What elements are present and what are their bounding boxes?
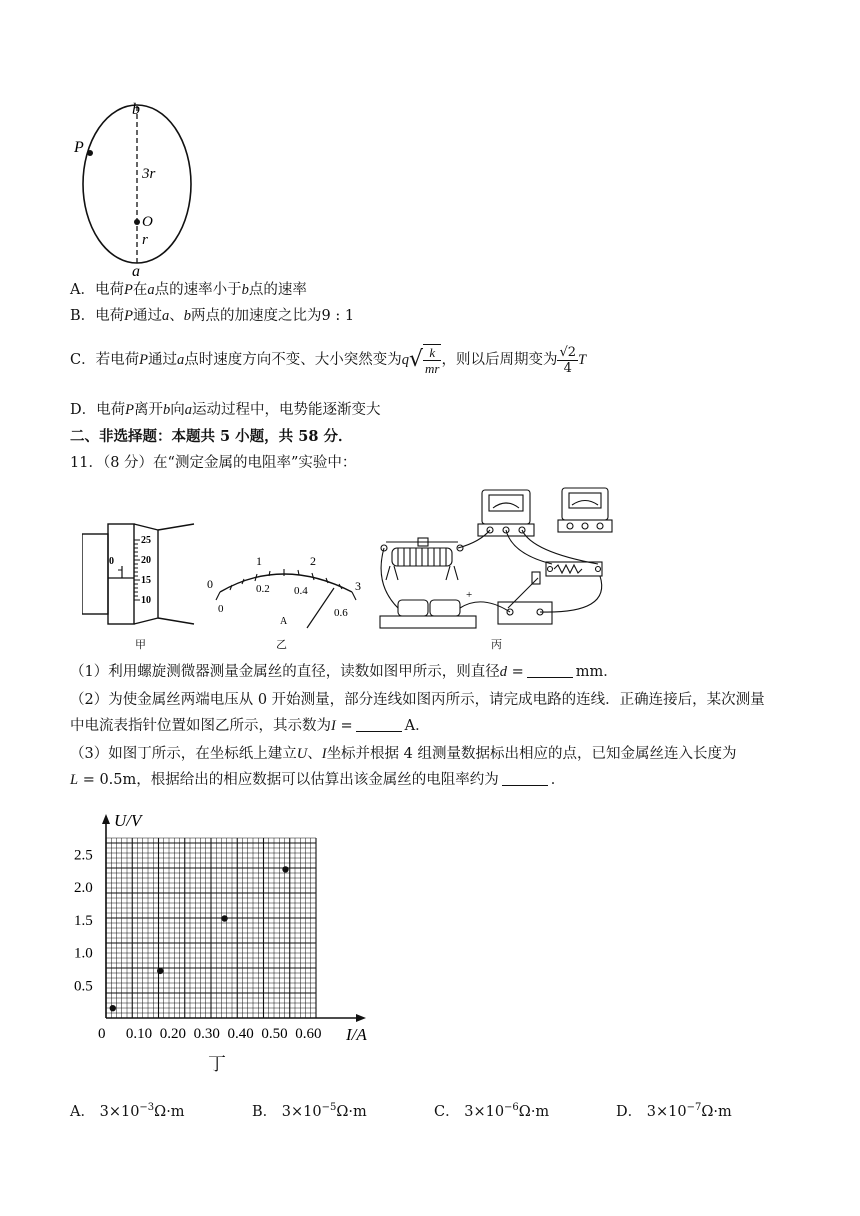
- y-tick-label: 1.5: [74, 912, 93, 929]
- ammeter-top-3: 3: [355, 579, 361, 593]
- point-o-dot: [134, 219, 140, 225]
- answer-blank-rho[interactable]: [502, 771, 548, 786]
- ammeter-bottom-0: 0: [218, 603, 224, 615]
- ammeter-top-0: 0: [207, 577, 213, 591]
- x-tick-label: 0.30: [193, 1026, 220, 1042]
- ammeter-bottom-06: 0.6: [334, 607, 348, 619]
- caption-yi: 乙: [276, 638, 287, 651]
- q10-option-d: D．电荷P离开b向a运动过程中，电势能逐渐变大: [70, 402, 381, 418]
- micrometer-tick-20: 20: [141, 555, 151, 566]
- data-point: [282, 866, 288, 872]
- x-tick-label: 0.50: [261, 1026, 288, 1042]
- label-o: O: [142, 214, 153, 230]
- q11-part1: （1）利用螺旋测微器测量金属丝的直径，读数如图甲所示，则直径d = mm．: [70, 664, 618, 680]
- y-tick-label: 2.0: [74, 880, 93, 897]
- micrometer-tick-25: 25: [141, 535, 151, 546]
- battery-plus-sign: +: [466, 589, 473, 601]
- x-tick-label: 0: [98, 1026, 106, 1042]
- chart-labels: [74, 811, 367, 1044]
- y-tick-label: 2.5: [74, 847, 93, 864]
- micrometer-figure: [82, 520, 198, 632]
- x-tick-label: 0.10: [125, 1026, 153, 1042]
- q11-option-c[interactable]: C． $3\times 10^{-6}\Omega\cdot m$: [434, 1102, 550, 1120]
- q11-part2-line2: 中电流表指针位置如图乙所示，其示数为I = A．: [70, 718, 430, 734]
- data-point: [221, 915, 227, 921]
- micrometer-main-zero: 0: [109, 556, 114, 567]
- micrometer-tick-15: 15: [141, 575, 151, 586]
- label-r: r: [142, 232, 148, 248]
- micrometer-tick-10: 10: [141, 595, 151, 606]
- ammeter-top-2: 2: [310, 554, 316, 568]
- q10-option-c: C．若电荷P通过a点时速度方向不变、大小突然变为q√ $\frac{k}{mr}$ ，则以后周期变为 $\frac{√2}{4}$ T: [70, 344, 587, 376]
- label-3r: 3r: [142, 166, 156, 182]
- x-tick-label: 0.40: [227, 1026, 254, 1042]
- q11-option-d[interactable]: D． $3\times 10^{-7}\Omega\cdot m$: [616, 1102, 732, 1120]
- q11-option-b[interactable]: B． $3\times 10^{-5}\Omega\cdot m$: [252, 1102, 367, 1120]
- u-i-scatter-chart: [70, 804, 380, 1054]
- x-axis-label: I/A: [346, 1025, 367, 1044]
- q11-part2-line1: （2）为使金属丝两端电压从 0 开始测量，部分连线如图丙所示，请完成电路的连线．正确连接后，某次测量: [70, 692, 765, 708]
- q11-part3-line1: （3）如图丁所示，在坐标纸上建立U、I坐标并根据 4 组测量数据标出相应的点，已知金属丝连入长度为: [70, 746, 737, 762]
- answer-blank-d[interactable]: [527, 663, 573, 678]
- ammeter-bottom-02: 0.2: [256, 583, 270, 595]
- q10-option-b: B．电荷P通过a、b两点的加速度之比为9 : 1: [70, 308, 355, 324]
- label-b: b: [132, 101, 140, 118]
- data-point: [157, 968, 163, 974]
- ammeter-unit: A: [280, 616, 288, 627]
- y-axis-label: U/V: [114, 811, 142, 830]
- ellipse-orbit-figure: [70, 98, 210, 278]
- ammeter-top-1: 1: [256, 554, 262, 568]
- chart-grid: [106, 838, 316, 1018]
- x-tick-label: 0.60: [295, 1026, 322, 1042]
- y-tick-label: 1.0: [74, 945, 93, 962]
- q11-stem: 11．（8 分）在“测定金属的电阻率”实验中：: [70, 455, 357, 471]
- y-axis-arrow: [102, 814, 110, 824]
- q11-part3-line2: L = 0.5m，根据给出的相应数据可以估算出该金属丝的电阻率约为 ．: [70, 772, 566, 788]
- ammeter-needle: [307, 588, 334, 628]
- q10-option-a: A．电荷P在a点的速率小于b点的速率: [70, 282, 307, 298]
- data-point: [110, 1005, 116, 1011]
- orbit-ellipse: [83, 105, 191, 263]
- label-p: P: [74, 139, 84, 156]
- x-tick-label: 0.20: [159, 1026, 186, 1042]
- caption-bing: 丙: [491, 638, 502, 651]
- point-p-dot: [87, 150, 93, 156]
- section-title: 二、非选择题：本题共 5 小题，共 58 分．: [70, 428, 353, 445]
- circuit-apparatus-figure: [372, 484, 620, 636]
- caption-jia: 甲: [135, 638, 146, 651]
- label-a: a: [132, 263, 140, 278]
- ammeter-scale-figure: [202, 548, 372, 638]
- x-axis-arrow: [356, 1014, 366, 1022]
- y-tick-label: 0.5: [74, 978, 93, 995]
- q11-option-a[interactable]: A． $3\times 10^{-3}\Omega\cdot m$: [70, 1102, 185, 1120]
- answer-blank-i[interactable]: [356, 717, 402, 732]
- caption-ding: 丁: [208, 1054, 226, 1075]
- ammeter-bottom-04: 0.4: [294, 585, 308, 597]
